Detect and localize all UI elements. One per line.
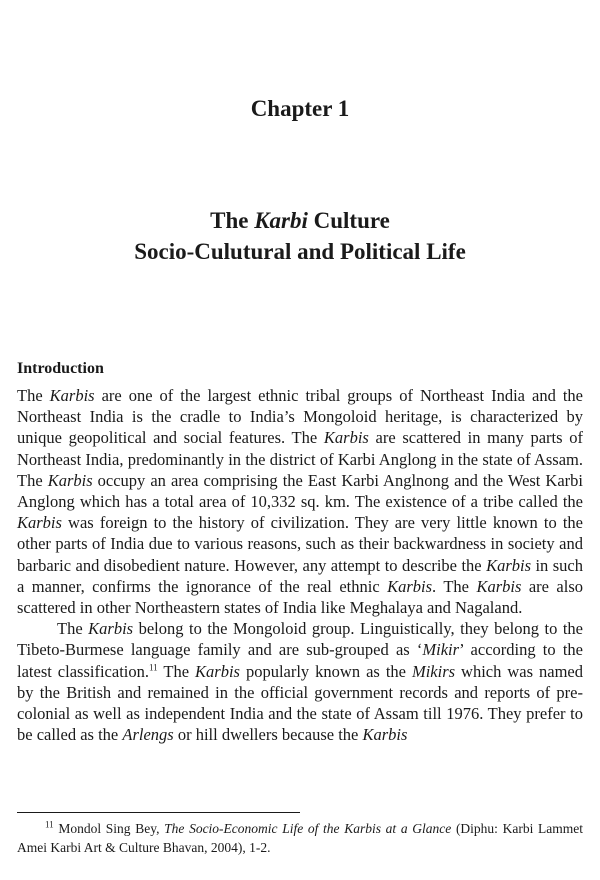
- footnote-reference: 11: [149, 662, 158, 673]
- body-text: [17, 385, 583, 745]
- footnote-book-title: The Socio-Economic Life of the Karbis at a Glance: [164, 821, 452, 836]
- chapter-label: Chapter 1: [250, 96, 350, 121]
- italic-term: Karbis: [88, 619, 134, 639]
- title-italic: Karbi: [254, 208, 308, 233]
- text-run: The: [157, 661, 196, 681]
- italic-term: Karbis: [17, 513, 62, 533]
- text-run: are also scattered in other Northeastern states of India like Meghalaya and Nagaland.: [17, 576, 583, 618]
- text-run: or hill dwellers because the: [173, 725, 363, 745]
- chapter-title: [0, 205, 600, 267]
- text-run: popularly known as the: [239, 661, 412, 681]
- text-run: which was named by the British and remained in the official government records and reports of pre-colonial as well as independent India and the state of Assam till 1976. They prefer to be called as the: [17, 661, 584, 745]
- title-text: Culture: [307, 208, 390, 233]
- text-run: was foreign to the history of civilization. They are very little known to the other parts of India due to various reasons, such as their backwardness in society and barbaric and disobedient nature. However, any attempt to describe the: [17, 513, 583, 575]
- italic-term: Karbis: [47, 470, 93, 490]
- paragraph-1: [17, 385, 583, 618]
- text-run: . The: [432, 576, 477, 596]
- text-run: occupy an area comprising the East Karbi Anglnong and the West Karbi Anglong which has a total area of 10,332 sq. km. The existence of a tribe called the: [17, 470, 583, 512]
- italic-term: Mikir: [422, 640, 460, 660]
- title-line-1: [0, 205, 600, 236]
- text-run: The: [57, 619, 89, 639]
- section-heading: Introduction: [17, 360, 104, 377]
- footnote-text: Mondol Sing Bey,: [53, 821, 165, 836]
- paragraph-2: [17, 618, 583, 745]
- title-line-2: Socio-Culutural and Political Life: [134, 239, 466, 264]
- text-run: are one of the largest ethnic tribal groups of Northeast India and the Northeast India is the cradle to India’s Mongoloid heritage, is characterized by unique geopolitical and social features. The: [17, 386, 583, 448]
- italic-term: Karbis: [486, 555, 531, 575]
- text-run: The: [17, 386, 50, 405]
- italic-term: Karbis: [476, 576, 522, 596]
- italic-term: Karbis: [49, 386, 95, 405]
- italic-term: Arlengs: [122, 725, 174, 745]
- footnote-mark: 11: [45, 819, 54, 830]
- italic-term: Karbis: [195, 661, 240, 681]
- italic-term: Mikirs: [411, 661, 456, 681]
- italic-term: Karbis: [323, 428, 369, 448]
- text-run: are scattered in many parts of Northeast India, predominantly in the district of Karbi Anglong in the state of Assam. The: [17, 428, 583, 490]
- italic-term: Karbis: [387, 576, 433, 596]
- title-text: The: [210, 208, 255, 233]
- text-run: belong to the Mongoloid group. Linguistically, they belong to the Tibeto-Burmese language family and are sub-grouped as ‘: [17, 619, 583, 660]
- footnote-rule: [17, 812, 300, 813]
- italic-term: Karbis: [362, 725, 408, 745]
- text-run: in such a manner, confirms the ignorance of the real ethnic: [17, 555, 583, 596]
- text-run: ’ according to the latest classification.: [17, 640, 584, 681]
- footnote: [17, 819, 583, 857]
- footnote-text: (Diphu: Karbi Lammet Amei Karbi Art & Culture Bhavan, 2004), 1-2.: [17, 821, 584, 855]
